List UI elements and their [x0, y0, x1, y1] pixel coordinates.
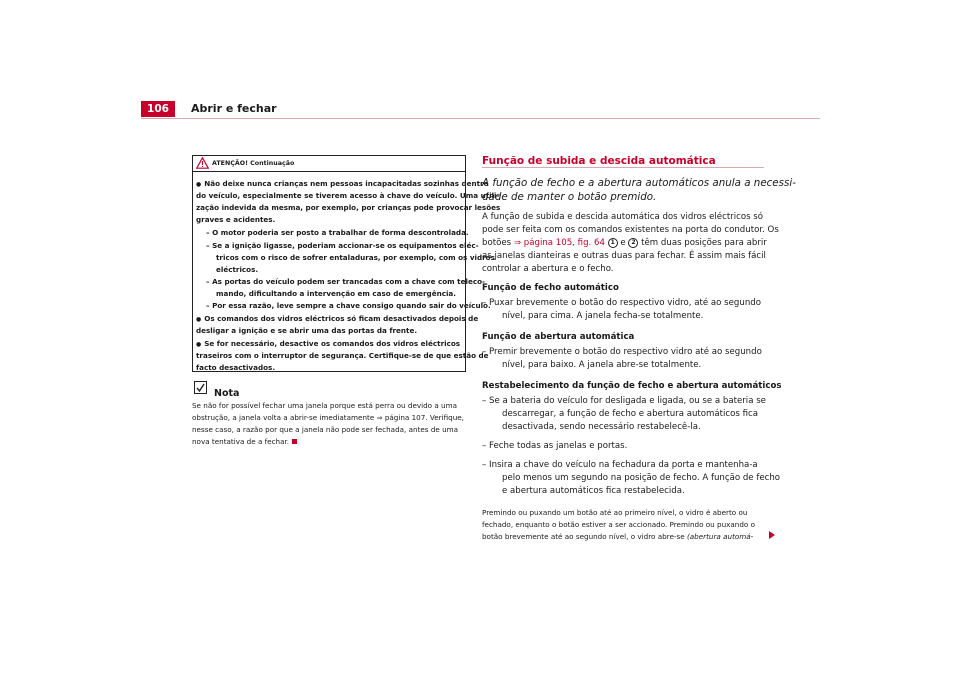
section-divider: [482, 167, 764, 168]
small-print-line: fechado, enquanto o botão estiver a ser accionado. Premindo ou puxando o: [482, 520, 755, 529]
warning-line: ● Se for necessário, desactive os comandos dos vidros eléctricos: [196, 338, 460, 351]
end-of-section-marker: [292, 439, 297, 444]
warning-line: traseiros com o interruptor de segurança. Certifique-se de que estão de: [196, 351, 489, 360]
continue-arrow-icon: [769, 531, 775, 539]
step-line: – Puxar brevemente o botão do respectivo vidro, até ao segundo: [482, 298, 761, 308]
callout-badge-1: 1: [608, 238, 618, 248]
note-line: Se não for possível fechar uma janela porque está perra ou devido a uma: [192, 401, 458, 410]
note-line: nova tentativa de a fechar.: [192, 436, 297, 448]
lead-line: dade de manter o botão premido.: [482, 191, 657, 203]
note-line: nesse caso, a razão por que a janela não pode ser fechada, antes de uma: [192, 425, 459, 434]
warning-subline: – Se a ignição ligasse, poderiam accionar-se os equipamentos eléc-: [206, 241, 479, 250]
warning-subline: eléctricos.: [216, 265, 259, 274]
warning-line: graves e acidentes.: [196, 215, 276, 224]
chapter-title: Abrir e fechar: [191, 102, 277, 115]
step-line: pelo menos um segundo na posição de fecho. A função de fecho: [502, 473, 781, 483]
warning-subline: – Por essa razão, leve sempre a chave consigo quando sair do veículo.: [206, 301, 491, 310]
subheading-reset: Restabelecimento da função de fecho e abertura automáticos: [482, 381, 782, 391]
note-title: Nota: [214, 388, 240, 399]
warning-line: zação indevida da mesma, por exemplo, por crianças pode provocar lesões: [196, 203, 501, 212]
note-line: obstrução, a janela volta a abrir-se imediatamente ⇒ página 107. Verifique,: [192, 413, 464, 422]
step-line: e abertura automáticos fica restabelecida.: [502, 486, 685, 496]
intro-line: A função de subida e descida automática dos vidros eléctricos só: [482, 212, 764, 222]
step-line: – Feche todas as janelas e portas.: [482, 441, 628, 451]
warning-title-divider: [192, 171, 466, 172]
intro-line: pode ser feita com os comandos existentes na porta do condutor. Os: [482, 225, 779, 235]
step-line: – Se a bateria do veículo for desligada e ligada, ou se a bateria se: [482, 396, 766, 406]
step-line: descarregar, a função de fecho e abertura automáticos fica: [502, 409, 759, 419]
small-print-line: Premindo ou puxando um botão até ao primeiro nível, o vidro é aberto ou: [482, 508, 748, 517]
warning-subline: tricos com o risco de sofrer entaladuras, por exemplo, com os vidros: [216, 253, 495, 262]
header-divider: [141, 118, 820, 119]
small-print-line: botão brevemente até ao segundo nível, o vidro abre-se (abertura automá-: [482, 532, 754, 541]
warning-subline: – As portas do veículo podem ser trancadas com a chave com teleco-: [206, 277, 486, 286]
page-reference-link[interactable]: ⇒ página 105, fig. 64: [513, 238, 605, 248]
step-line: – Premir brevemente o botão do respectivo vidro até ao segundo: [482, 347, 762, 357]
lead-line: A função de fecho e a abertura automáticos anula a necessi-: [482, 177, 796, 189]
intro-line: as janelas dianteiras e outras duas para fechar. É assim mais fácil: [482, 251, 766, 261]
warning-line: do veículo, especialmente se tiverem acesso à chave do veículo. Uma utili-: [196, 191, 500, 200]
warning-line: ● Não deixe nunca crianças nem pessoas incapacitadas sozinhas dentro: [196, 178, 489, 191]
warning-triangle-icon: [196, 157, 209, 169]
callout-badge-2: 2: [628, 238, 638, 248]
section-title: Função de subida e descida automática: [482, 155, 716, 167]
warning-line: facto desactivados.: [196, 363, 276, 372]
step-line: desactivada, sendo necessário restabelecê-la.: [502, 422, 701, 432]
step-line: nível, para baixo. A janela abre-se totalmente.: [502, 360, 702, 370]
warning-subline: – O motor poderia ser posto a trabalhar de forma descontrolada.: [206, 228, 469, 237]
page-number: 106: [147, 103, 169, 115]
step-line: – Insira a chave do veículo na fechadura da porta e mantenha-a: [482, 460, 758, 470]
intro-line: controlar a abertura e o fecho.: [482, 264, 614, 274]
intro-line: botões ⇒ página 105, fig. 64 1 e 2 têm duas posições para abrir: [482, 238, 767, 248]
subheading-auto-open: Função de abertura automática: [482, 332, 635, 342]
subheading-auto-close: Função de fecho automático: [482, 283, 619, 293]
warning-title: ATENÇÃO! Continuação: [212, 160, 295, 167]
warning-subline: mando, dificultando a intervenção em caso de emergência.: [216, 289, 456, 298]
note-checkmark-icon: [194, 381, 207, 394]
warning-line: ● Os comandos dos vidros eléctricos só ficam desactivados depois de: [196, 313, 478, 326]
step-line: nível, para cima. A janela fecha-se totalmente.: [502, 311, 704, 321]
warning-line: desligar a ignição e se abrir uma das portas da frente.: [196, 326, 418, 335]
